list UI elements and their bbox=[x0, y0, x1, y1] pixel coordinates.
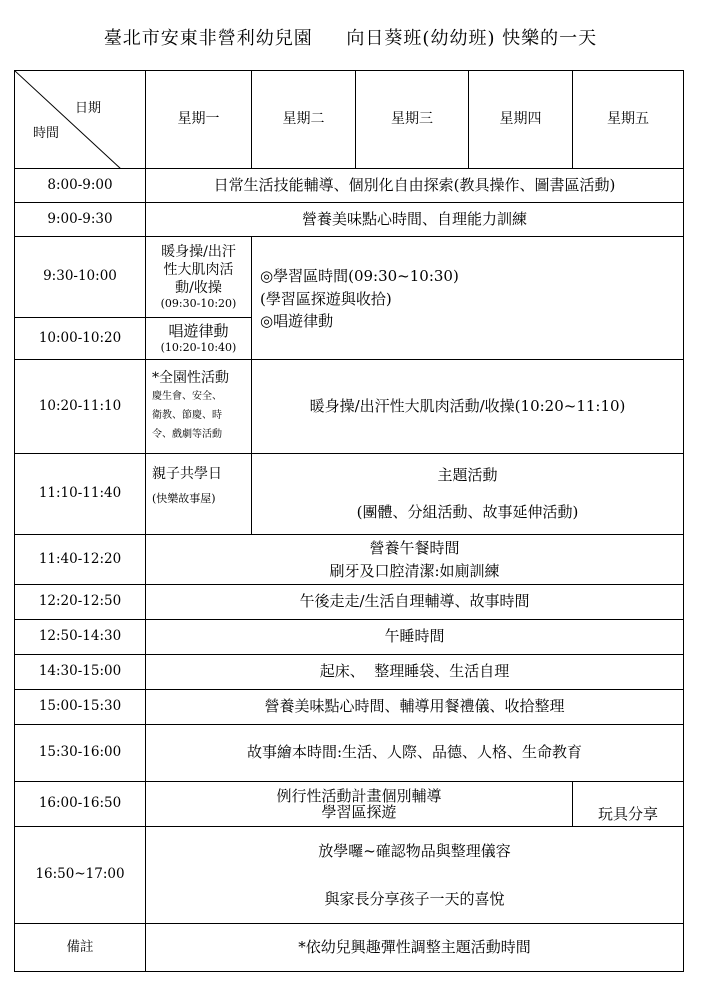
day-tuesday: 星期二 bbox=[252, 71, 356, 169]
activity-text: 刷牙及口腔清潔:如廁訓練 bbox=[329, 561, 500, 580]
remarks-cell: *依幼兒興趣彈性調整主題活動時間 bbox=[146, 924, 684, 972]
monday-activity-cell bbox=[146, 237, 252, 318]
header-row bbox=[15, 71, 684, 169]
activity-cell: 起床、 整理睡袋、生活自理 bbox=[146, 655, 684, 690]
monday-text: (快樂故事屋) bbox=[152, 492, 216, 505]
corner-header-cell bbox=[15, 71, 146, 169]
friday-activity-cell: 玩具分享 bbox=[573, 782, 684, 827]
page-title: 臺北市安東非營利幼兒園 向日葵班(幼幼班) 快樂的一天 bbox=[103, 28, 598, 49]
activity-text: 例行性活動計畫個別輔導 bbox=[276, 786, 442, 805]
time-cell: 15:00-15:30 bbox=[15, 690, 146, 725]
monday-text: 慶生會、安全、 bbox=[152, 391, 222, 403]
table-row bbox=[15, 782, 684, 827]
time-cell: 12:50-14:30 bbox=[15, 620, 146, 655]
time-cell: 16:00-16:50 bbox=[15, 782, 146, 827]
activity-text: ◎學習區時間(09:30~10:30) bbox=[260, 267, 459, 285]
activity-text: 營養午餐時間 bbox=[369, 539, 460, 557]
monday-text: (10:20-10:40) bbox=[160, 341, 237, 355]
table-row bbox=[15, 360, 684, 454]
table-row bbox=[15, 203, 684, 237]
time-cell: 8:00-9:00 bbox=[15, 169, 146, 203]
table-row bbox=[15, 454, 684, 535]
table-row bbox=[15, 585, 684, 620]
activity-cell bbox=[146, 782, 573, 827]
time-cell: 14:30-15:00 bbox=[15, 655, 146, 690]
activity-cell: 日常生活技能輔導、個別化自由探索(教具操作、圖書區活動) bbox=[146, 169, 684, 203]
activity-cell bbox=[146, 535, 684, 585]
time-cell: 10:00-10:20 bbox=[15, 318, 146, 360]
monday-text: 暖身操/出汗 bbox=[161, 243, 236, 260]
activity-text: 與家長分享孩子一天的喜悅 bbox=[324, 890, 505, 908]
monday-text: 性大肌肉活 bbox=[163, 261, 234, 278]
activity-text: 學習區探遊 bbox=[321, 803, 397, 821]
day-friday: 星期五 bbox=[573, 71, 684, 169]
monday-text: (09:30-10:20) bbox=[160, 297, 237, 311]
date-label: 日期 bbox=[74, 101, 101, 116]
monday-text: 親子共學日 bbox=[152, 466, 222, 482]
monday-text: 令、戲劇等活動 bbox=[152, 429, 222, 441]
monday-activity-cell bbox=[146, 318, 252, 360]
time-cell: 11:40-12:20 bbox=[15, 535, 146, 585]
activity-cell: 營養美味點心時間、輔導用餐禮儀、收拾整理 bbox=[146, 690, 684, 725]
table-row bbox=[15, 237, 684, 318]
activity-cell bbox=[146, 827, 684, 924]
activity-cell: 午後走走/生活自理輔導、故事時間 bbox=[146, 585, 684, 620]
table-row bbox=[15, 620, 684, 655]
activity-cell: 故事繪本時間:生活、人際、品德、人格、生命教育 bbox=[146, 725, 684, 782]
time-cell: 9:00-9:30 bbox=[15, 203, 146, 237]
schedule-table bbox=[14, 70, 684, 972]
activity-text: 放學囉~確認物品與整理儀容 bbox=[318, 842, 511, 860]
monday-activity-cell bbox=[146, 454, 252, 535]
activity-text: ◎唱遊律動 bbox=[260, 312, 334, 330]
remarks-label: 備註 bbox=[15, 924, 146, 972]
time-cell: 12:20-12:50 bbox=[15, 585, 146, 620]
table-row bbox=[15, 690, 684, 725]
table-row bbox=[15, 827, 684, 924]
table-row bbox=[15, 725, 684, 782]
time-cell: 10:20-11:10 bbox=[15, 360, 146, 454]
day-monday: 星期一 bbox=[146, 71, 252, 169]
time-cell: 15:30-16:00 bbox=[15, 725, 146, 782]
time-label: 時間 bbox=[33, 126, 60, 141]
monday-text: 唱遊律動 bbox=[168, 321, 229, 340]
monday-text: 動/收操 bbox=[175, 279, 222, 296]
activity-cell: 營養美味點心時間、自理能力訓練 bbox=[146, 203, 684, 237]
activity-cell: 暖身操/出汗性大肌肉活動/收操(10:20~11:10) bbox=[252, 360, 684, 454]
monday-text: *全園性活動 bbox=[152, 369, 229, 386]
table-row bbox=[15, 535, 684, 585]
time-cell: 11:10-11:40 bbox=[15, 454, 146, 535]
activity-cell bbox=[252, 237, 684, 360]
activity-text: (團體、分組活動、故事延伸活動) bbox=[356, 503, 579, 521]
activity-cell: 午睡時間 bbox=[146, 620, 684, 655]
time-cell: 16:50~17:00 bbox=[15, 827, 146, 924]
activity-text: 主題活動 bbox=[437, 465, 498, 484]
activity-text: (學習區探遊與收拾) bbox=[260, 289, 392, 308]
day-thursday: 星期四 bbox=[469, 71, 573, 169]
monday-activity-cell bbox=[146, 360, 252, 454]
table-row bbox=[15, 924, 684, 972]
diagonal-line bbox=[15, 71, 146, 169]
table-row bbox=[15, 655, 684, 690]
activity-cell bbox=[252, 454, 684, 535]
table-row bbox=[15, 169, 684, 203]
day-wednesday: 星期三 bbox=[356, 71, 469, 169]
time-cell: 9:30-10:00 bbox=[15, 237, 146, 318]
monday-text: 衛教、節慶、時 bbox=[152, 410, 222, 422]
